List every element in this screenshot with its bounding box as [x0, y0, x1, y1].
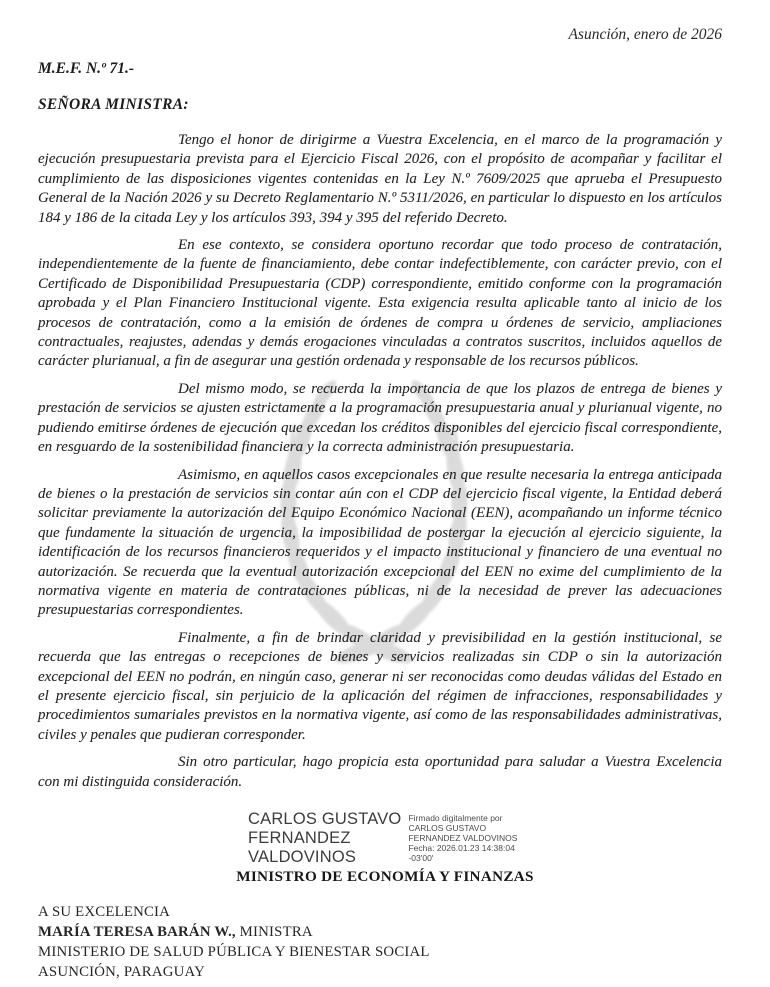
signer-name-line: FERNANDEZ: [248, 829, 351, 847]
addressee-name-line: [38, 922, 430, 942]
stamp-line: FERNANDEZ VALDOVINOS: [408, 833, 518, 843]
letter-body: [38, 131, 722, 800]
body-paragraph: Sin otro particular, hago propicia esta oportunidad para saludar a Vuestra Excelencia con mi distinguida consideración.: [38, 754, 722, 790]
date-line: Asunción, enero de 2026: [568, 26, 722, 43]
addressee-city-line: ASUNCIÓN, PARAGUAY: [38, 964, 205, 980]
signer-name-line: CARLOS GUSTAVO: [248, 810, 402, 828]
stamp-line: CARLOS GUSTAVO: [408, 823, 487, 833]
body-paragraph: Finalmente, a fin de brindar claridad y previsibilidad en la gestión institucional, se recuerda que las entregas o recepciones de bienes y servicios realizadas sin CDP o sin la autorización excepcional del EEN no podrán, en ningún caso, generar ni ser reconocidas como deudas válidas del Estado en el presente ejercicio fiscal, sin perjuicio de la aplicación del régimen de infracciones, responsabilidades y procedimientos sumariales previstos en la normativa vigente, así como de las responsabilidades administrativas, civiles y penales que pudieran corresponder.: [38, 629, 722, 743]
body-paragraph: Del mismo modo, se recuerda la importancia de que los plazos de entrega de bienes y prestación de servicios se ajusten estrictamente a la programación presupuestaria anual y plurianual vigente, no pudiendo emitirse órdenes de ejecución que excedan los créditos disponibles del ejercicio fiscal correspondiente, en resguardo de la sostenibilidad financiera y la correcta administración presupuestaria.: [38, 380, 722, 456]
body-paragraph: En ese contexto, se considera oportuno recordar que todo proceso de contratación, independientemente de la fuente de financiamiento, debe contar indefectiblemente, con carácter previo, con el Certificado de Disponibilidad Presupuestaria (CDP) correspondiente, emitido conforme con la programación aprobada y el Plan Financiero Institucional vigente. Esta exigencia resulta aplicable tanto al inicio de los procesos de contratación, como a la emisión de órdenes de compra u órdenes de servicio, ampliaciones contractuales, reajustes, adendas y demás erogaciones vinculadas a contratos suscritos, incluidos aquellos de carácter plurianual, a fin de asegurar una gestión ordenada y responsable de los recursos públicos.: [38, 237, 722, 370]
reference-number: M.E.F. N.º 71.-: [38, 60, 135, 77]
stamp-line: -03'00': [408, 853, 434, 863]
signer-name: [248, 810, 401, 867]
addressee-name: MARÍA TERESA BARÁN W.,: [38, 924, 236, 940]
addressee-ministry-line: MINISTERIO DE SALUD PÚBLICA Y BIENESTAR SOCIAL: [38, 944, 430, 960]
body-paragraph: Tengo el honor de dirigirme a Vuestra Excelencia, en el marco de la programación y ejecución presupuestaria prevista para el Ejercicio Fiscal 2026, con el propósito de acompañar y facilitar el cumplimiento de las disposiciones vigentes contenidas en la Ley N.º 7609/2025 que aprueba el Presupuesto General de la Nación 2026 y su Decreto Reglamentario N.º 5311/2026, en particular lo dispuesto en los artículos 184 y 186 de la citada Ley y los artículos 393, 394 y 395 del referido Decreto.: [38, 132, 722, 226]
addressee-block: [38, 902, 430, 982]
body-paragraph: Asimismo, en aquellos casos excepcionales en que resulte necesaria la entrega anticipada de bienes o la prestación de servicios sin contar aún con el CDP del ejercicio fiscal vigente, la Entidad deberá solicitar previamente la autorización del Equipo Económico Nacional (EEN), acompañando un informe técnico que fundamente la situación de urgencia, la imposibilidad de postergar la ejecución al ejercicio siguiente, la identificación de los recursos financieros requeridos y el impacto institucional y financiero de una eventual no autorización. Se recuerda que la eventual autorización excepcional del EEN no exime del cumplimiento de la normativa vigente en materia de contrataciones públicas, ni de la necesidad de prever las adecuaciones presupuestarias correspondientes.: [38, 466, 722, 619]
digital-signature-block: [248, 810, 517, 867]
addressee-role: MINISTRA: [235, 924, 313, 940]
digital-signature-stamp: [408, 810, 517, 867]
salutation: SEÑORA MINISTRA:: [38, 96, 189, 113]
stamp-line: Firmado digitalmente por: [408, 813, 503, 823]
minister-title: MINISTRO DE ECONOMÍA Y FINANZAS: [236, 868, 534, 885]
addressee-excellency-line: A SU EXCELENCIA: [38, 904, 171, 920]
stamp-line: Fecha: 2026.01.23 14:38:04: [408, 843, 515, 853]
signer-name-line: VALDOVINOS: [248, 848, 357, 866]
